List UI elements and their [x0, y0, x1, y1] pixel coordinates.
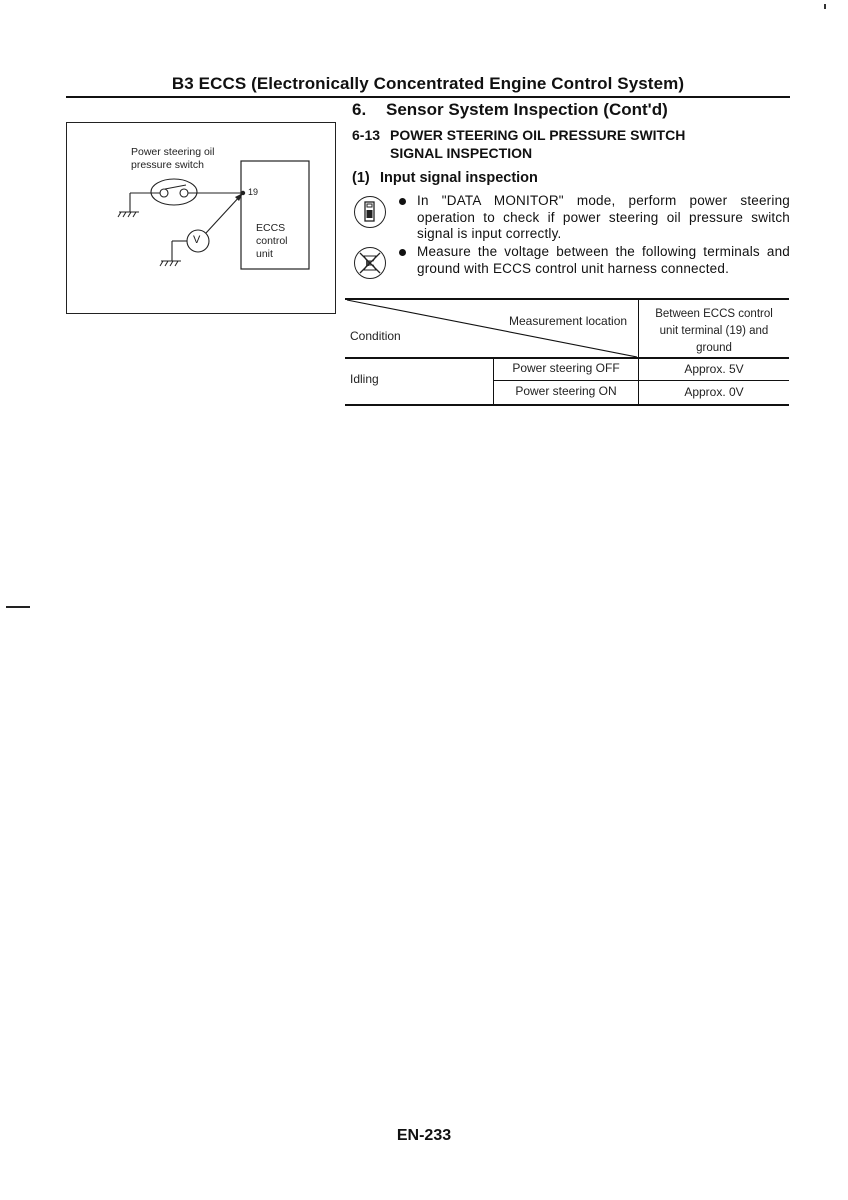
margin-mark	[6, 606, 30, 608]
subsection-title	[352, 126, 685, 162]
scan-mark	[824, 4, 826, 9]
subsection-title-line1: POWER STEERING OIL PRESSURE SWITCH	[390, 127, 686, 143]
header-diagonal	[345, 298, 639, 358]
header-value	[639, 306, 789, 357]
header-measurement-location: Measurement location	[509, 314, 628, 328]
bullet-measure-voltage	[400, 244, 790, 277]
bullet-dot	[399, 249, 406, 256]
ecu-label-line1: ECCS	[256, 222, 286, 234]
header-value-line2: unit terminal (19) and	[659, 325, 769, 337]
state-ps-off: Power steering OFF	[512, 361, 620, 375]
page-number: EN-233	[396, 1127, 452, 1144]
voltmeter-symbol: V	[193, 234, 201, 246]
ecu-label	[256, 222, 288, 261]
step-number: (1)	[352, 170, 370, 186]
switch-label	[131, 146, 214, 172]
step-title-text: Input signal inspection	[380, 170, 538, 186]
header-rule	[66, 96, 790, 98]
bullet-dot	[399, 198, 406, 205]
table-bottom-rule	[345, 404, 789, 406]
switch-label-line2: pressure switch	[131, 159, 204, 171]
section-title-text: Sensor System Inspection (Cont'd)	[386, 100, 668, 119]
terminal-label: 19	[248, 187, 259, 197]
table-row-rule	[493, 380, 789, 381]
bullet-text: Measure the voltage between the following terminals and ground with ECCS control unit harness connected.	[417, 244, 790, 276]
ecu-label-line2: control	[256, 235, 288, 247]
ecu-label-line3: unit	[256, 248, 273, 260]
value-ps-on: Approx. 0V	[684, 385, 744, 399]
section-title	[352, 100, 668, 120]
page-header-title: B3 ECCS (Electronically Concentrated Engine Control System)	[171, 74, 685, 93]
state-ps-on: Power steering ON	[515, 384, 617, 398]
subsection-title-line2: SIGNAL INSPECTION	[390, 145, 533, 161]
voltage-spec-table	[345, 298, 789, 406]
step-title	[352, 170, 538, 186]
consult-tester-icon	[354, 196, 386, 228]
condition-idling: Idling	[350, 372, 379, 386]
no-consult-tester-icon	[354, 247, 386, 279]
bullet-text: In "DATA MONITOR" mode, perform power steering operation to check if power steering oil pressure switch signal is input correctly.	[417, 193, 790, 241]
switch-label-line1: Power steering oil	[131, 146, 215, 158]
bullet-data-monitor	[400, 193, 790, 243]
header-value-line3: ground	[696, 342, 732, 354]
section-number: 6.	[352, 100, 367, 119]
value-ps-off: Approx. 5V	[684, 362, 744, 376]
subsection-number: 6-13	[352, 127, 381, 143]
header-value-line1: Between ECCS control	[655, 308, 773, 320]
header-condition: Condition	[350, 329, 401, 343]
